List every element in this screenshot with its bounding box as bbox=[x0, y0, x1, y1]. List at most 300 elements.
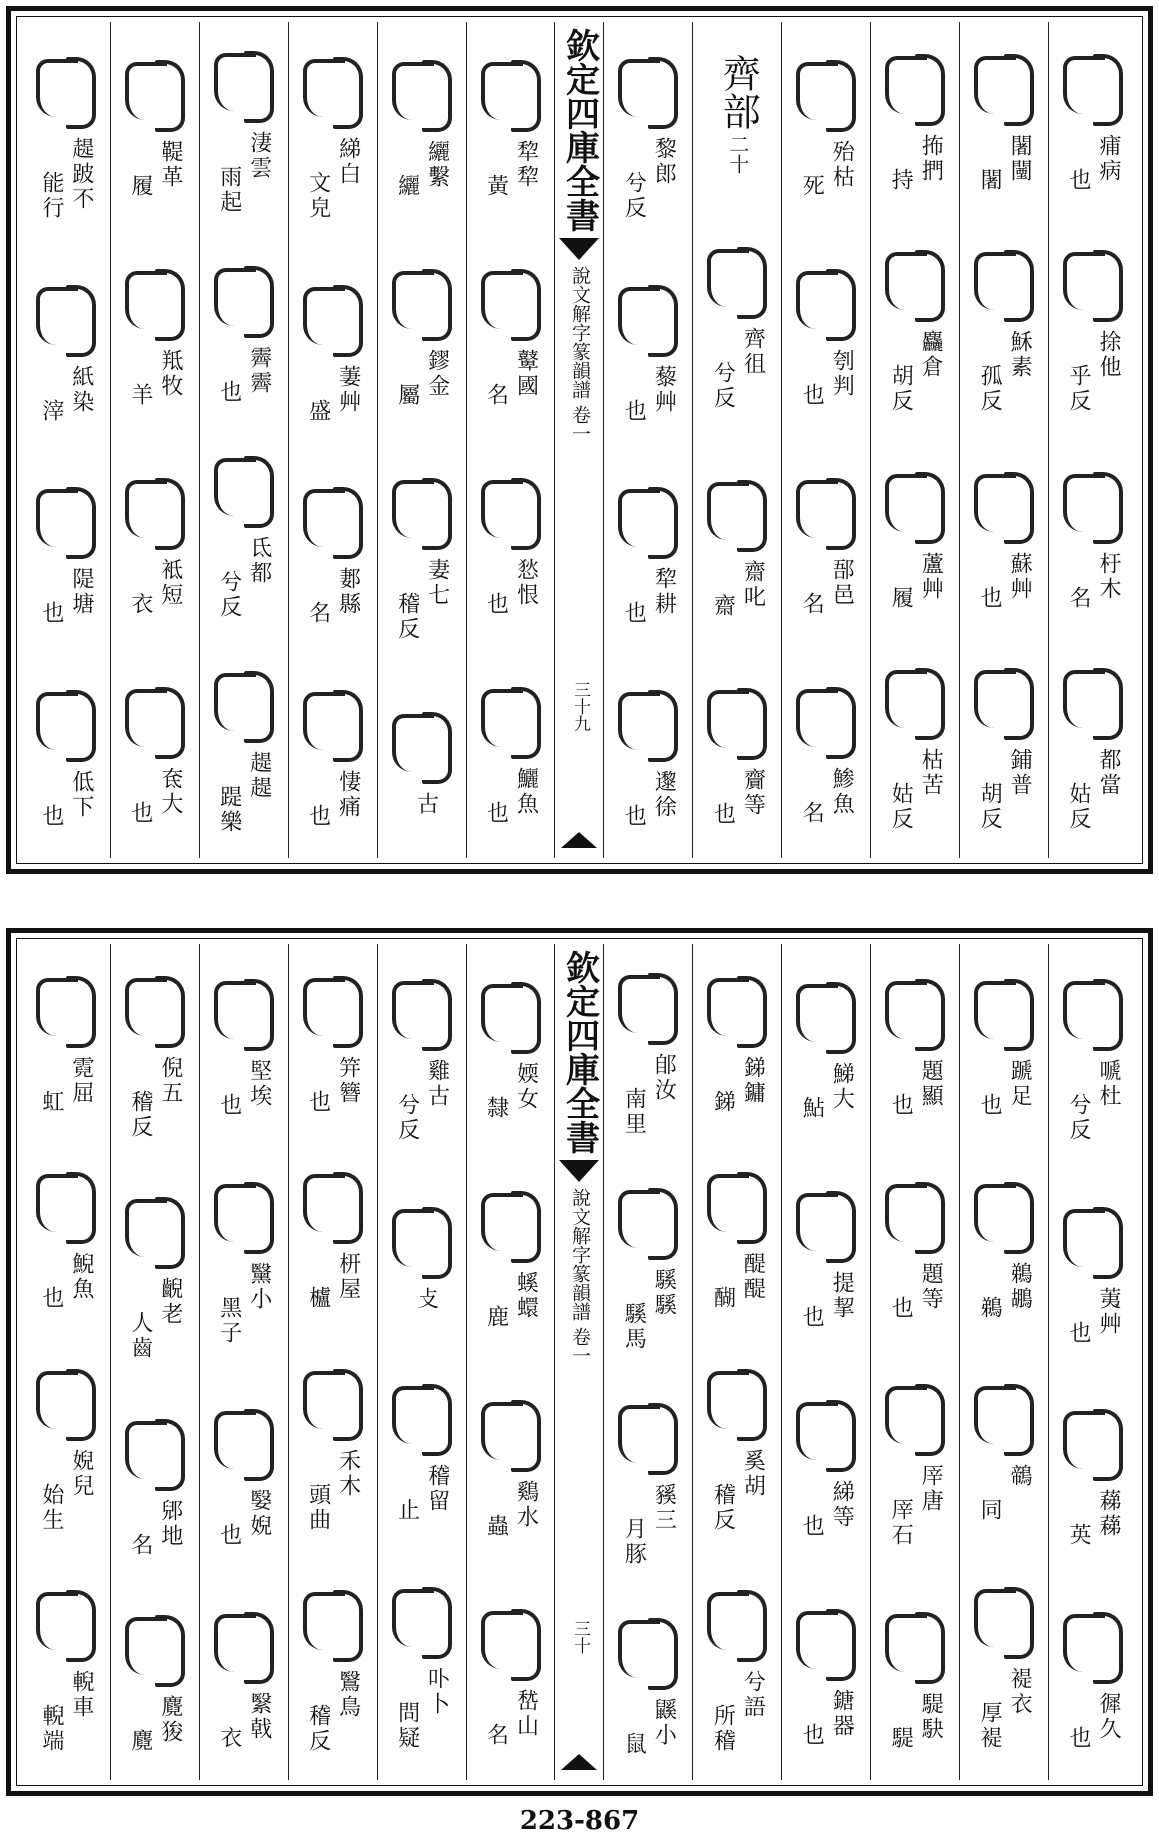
gloss-right: 豯三 bbox=[651, 1483, 677, 1534]
seal-script-glyph bbox=[964, 1378, 1044, 1458]
gloss-right: 齋叱 bbox=[740, 559, 766, 610]
seal-script-glyph bbox=[786, 472, 866, 552]
gloss-right: 妻七 bbox=[424, 558, 450, 608]
gloss-left: 死 bbox=[799, 174, 825, 199]
section-heading: 齊部 bbox=[716, 53, 761, 130]
character-entry bbox=[26, 1363, 106, 1533]
gloss-annotation bbox=[888, 1261, 944, 1321]
gloss-annotation bbox=[1066, 1286, 1122, 1346]
seal-script-glyph bbox=[382, 973, 462, 1053]
seal-script-glyph bbox=[382, 1378, 462, 1458]
gloss-right: 郚邑 bbox=[829, 558, 855, 608]
seal-script-glyph bbox=[1053, 662, 1133, 742]
seal-script-glyph bbox=[382, 1581, 462, 1661]
seal-script-glyph bbox=[1053, 1606, 1133, 1686]
character-entry bbox=[471, 976, 551, 1121]
text-column bbox=[110, 944, 199, 1780]
gloss-annotation bbox=[888, 1464, 944, 1549]
seal-script-glyph bbox=[382, 263, 462, 343]
gloss-right: 繄戟 bbox=[246, 1692, 272, 1743]
fish-tail-mark-lower bbox=[561, 832, 597, 848]
gloss-annotation bbox=[888, 133, 944, 193]
gloss-left: 輗端 bbox=[38, 1704, 64, 1755]
seal-script-glyph bbox=[875, 973, 955, 1053]
character-entry bbox=[115, 1413, 195, 1558]
section-heading-block bbox=[716, 53, 761, 178]
gloss-annotation bbox=[1066, 1692, 1122, 1752]
seal-script-glyph bbox=[204, 665, 284, 745]
gloss-annotation bbox=[1066, 1058, 1122, 1143]
gloss-annotation bbox=[307, 1670, 359, 1754]
gloss-left: 名 bbox=[305, 601, 331, 627]
gloss-annotation bbox=[1066, 551, 1122, 611]
gloss-left: 兮反 bbox=[394, 1092, 420, 1143]
gloss-left: 名 bbox=[483, 383, 509, 408]
gloss-left: 也 bbox=[127, 801, 153, 826]
character-entry bbox=[293, 279, 373, 424]
gloss-annotation bbox=[218, 751, 270, 835]
character-entry bbox=[115, 681, 195, 826]
seal-script-glyph bbox=[115, 681, 195, 761]
gloss-annotation bbox=[621, 136, 677, 221]
gloss-annotation bbox=[621, 1267, 677, 1352]
seal-script-glyph bbox=[26, 51, 106, 131]
gloss-annotation bbox=[977, 1058, 1033, 1118]
character-entry bbox=[608, 1397, 688, 1567]
seal-script-glyph bbox=[875, 1176, 955, 1256]
seal-script-glyph bbox=[964, 1176, 1044, 1256]
character-entry bbox=[382, 1201, 462, 1321]
gloss-annotation bbox=[307, 770, 359, 829]
gloss-right: 騱騱 bbox=[651, 1267, 677, 1318]
seal-script-glyph bbox=[115, 1609, 195, 1689]
text-column bbox=[959, 944, 1048, 1780]
character-entry bbox=[786, 263, 866, 408]
gloss-right: 麤倉 bbox=[918, 330, 944, 381]
gloss-right: 郳地 bbox=[157, 1498, 183, 1549]
gloss-annotation bbox=[129, 349, 181, 408]
seal-script-glyph bbox=[471, 263, 551, 343]
gloss-right: 蘆艸 bbox=[918, 551, 944, 602]
character-entry bbox=[1053, 1201, 1133, 1346]
gloss-left: 鮎 bbox=[799, 1096, 825, 1121]
gloss-right: 蘇艸 bbox=[1007, 551, 1033, 602]
gloss-left: 厗石 bbox=[888, 1498, 914, 1549]
seal-script-glyph bbox=[697, 241, 777, 321]
gloss-right: 禾木 bbox=[335, 1448, 361, 1499]
gloss-annotation bbox=[307, 365, 359, 424]
character-entry bbox=[115, 1609, 195, 1754]
seal-script-glyph bbox=[293, 1363, 373, 1443]
gloss-left: 頭曲 bbox=[305, 1482, 331, 1533]
character-entry bbox=[875, 1378, 955, 1548]
character-entry bbox=[697, 970, 777, 1115]
seal-script-glyph bbox=[471, 976, 551, 1056]
character-entry bbox=[115, 263, 195, 408]
gloss-left: 持 bbox=[888, 167, 914, 193]
text-column bbox=[377, 944, 466, 1780]
gloss-right: 趧跛不 bbox=[68, 136, 94, 212]
seal-script-glyph bbox=[1053, 1403, 1133, 1483]
gloss-annotation bbox=[621, 567, 677, 627]
gloss-right: 媆女 bbox=[513, 1062, 539, 1112]
seal-script-glyph bbox=[1053, 466, 1133, 546]
volume-label: 卷一 bbox=[568, 1327, 591, 1365]
seal-script-glyph bbox=[293, 279, 373, 359]
gloss-annotation bbox=[977, 330, 1033, 415]
gloss-annotation bbox=[129, 558, 181, 617]
seal-script-glyph bbox=[204, 1606, 284, 1686]
gloss-left: 麑 bbox=[127, 1729, 153, 1755]
character-entry bbox=[786, 54, 866, 199]
character-entry bbox=[471, 472, 551, 617]
character-entry bbox=[382, 1581, 462, 1751]
gloss-left: 蟲 bbox=[483, 1514, 509, 1539]
character-entry bbox=[964, 48, 1044, 193]
gloss-left: 也 bbox=[483, 801, 509, 826]
gloss-right: 奃大 bbox=[157, 767, 183, 817]
character-entry bbox=[964, 1378, 1044, 1523]
gloss-annotation bbox=[621, 1483, 677, 1568]
character-entry bbox=[964, 1176, 1044, 1321]
volume-label: 卷一 bbox=[568, 405, 591, 443]
gloss-annotation bbox=[888, 1058, 944, 1118]
gloss-annotation bbox=[485, 1062, 537, 1121]
gloss-left: 胡反 bbox=[888, 364, 914, 415]
gloss-right: 嫛婗 bbox=[246, 1489, 272, 1540]
seal-script-glyph bbox=[875, 662, 955, 742]
text-column bbox=[199, 22, 288, 858]
gloss-right: 嗁杜 bbox=[1096, 1058, 1122, 1109]
gloss-annotation bbox=[799, 1689, 855, 1748]
footer-page-number: 223-867 bbox=[519, 1806, 640, 1836]
gloss-right: 杅木 bbox=[1096, 551, 1122, 602]
seal-script-glyph bbox=[471, 1394, 551, 1474]
gloss-right: 纚繫 bbox=[424, 140, 450, 190]
gloss-left: 也 bbox=[483, 592, 509, 617]
gloss-annotation bbox=[710, 1252, 766, 1312]
gloss-annotation bbox=[799, 1271, 855, 1330]
gloss-right: 騠駃 bbox=[918, 1692, 944, 1743]
gloss-right: 鎕器 bbox=[829, 1689, 855, 1739]
gloss-right: 卟卜 bbox=[424, 1667, 450, 1718]
book-subtitle: 說文解字篆韻譜 bbox=[568, 1188, 591, 1321]
gloss-right: 鼙國 bbox=[513, 349, 539, 399]
character-entry bbox=[875, 244, 955, 414]
seal-script-glyph bbox=[471, 54, 551, 134]
character-entry bbox=[115, 970, 195, 1140]
fish-tail-mark bbox=[559, 1160, 599, 1182]
gloss-annotation bbox=[977, 748, 1033, 833]
gloss-left: 名 bbox=[1066, 585, 1092, 611]
seal-script-glyph bbox=[115, 472, 195, 552]
gloss-annotation bbox=[1066, 748, 1122, 833]
character-entry bbox=[115, 472, 195, 617]
gloss-right: 低下 bbox=[68, 770, 94, 821]
character-entry bbox=[204, 1403, 284, 1548]
seal-script-glyph bbox=[26, 1166, 106, 1246]
gloss-left: 黑子 bbox=[216, 1295, 242, 1346]
gloss-right: 鏐金 bbox=[424, 349, 450, 399]
seal-script-glyph bbox=[608, 1182, 688, 1262]
gloss-left: 也 bbox=[216, 1092, 242, 1118]
gloss-left: 也 bbox=[305, 804, 331, 830]
gloss-left: 也 bbox=[38, 1286, 64, 1312]
gloss-right: 笄簪 bbox=[335, 1055, 361, 1106]
gloss-annotation bbox=[40, 1449, 92, 1533]
gloss-right: 鼷小 bbox=[651, 1698, 677, 1749]
gloss-annotation bbox=[396, 558, 448, 642]
gloss-annotation bbox=[621, 770, 677, 830]
seal-script-glyph bbox=[786, 263, 866, 343]
seal-script-glyph bbox=[26, 279, 106, 359]
gloss-annotation bbox=[40, 1056, 92, 1115]
character-entry bbox=[204, 1176, 284, 1346]
character-entry bbox=[697, 474, 777, 619]
gloss-left: 兮反 bbox=[710, 360, 736, 411]
character-entry bbox=[786, 472, 866, 617]
gloss-left: 名 bbox=[483, 1723, 509, 1748]
gloss-left: 屬 bbox=[394, 383, 420, 408]
gloss-right: 黎郎 bbox=[651, 136, 677, 187]
seal-script-glyph bbox=[608, 684, 688, 764]
character-entry bbox=[471, 681, 551, 826]
center-strip bbox=[554, 22, 603, 858]
text-column bbox=[781, 944, 870, 1780]
character-entry bbox=[608, 279, 688, 424]
gloss-annotation bbox=[621, 364, 677, 424]
character-entry bbox=[875, 48, 955, 193]
gloss-left: 櫨 bbox=[305, 1286, 331, 1312]
gloss-left: 也 bbox=[799, 383, 825, 408]
character-entry bbox=[875, 1606, 955, 1751]
gloss-annotation bbox=[621, 1698, 677, 1758]
gloss-left: 稽反 bbox=[127, 1089, 153, 1140]
gloss-annotation bbox=[307, 1056, 359, 1115]
character-entry bbox=[204, 45, 284, 215]
seal-script-glyph bbox=[204, 260, 284, 340]
character-entry bbox=[115, 54, 195, 199]
gloss-annotation bbox=[1066, 1489, 1122, 1549]
gloss-right: 堅埃 bbox=[246, 1058, 272, 1109]
text-column bbox=[603, 22, 692, 858]
gloss-left: 也 bbox=[621, 398, 647, 424]
gloss-right: 稽留 bbox=[424, 1464, 450, 1515]
seal-script-glyph bbox=[471, 472, 551, 552]
character-entry bbox=[26, 684, 106, 829]
seal-script-glyph bbox=[697, 970, 777, 1050]
gloss-annotation bbox=[888, 551, 944, 611]
gloss-left: 稽反 bbox=[305, 1704, 331, 1755]
seal-script-glyph bbox=[204, 1403, 284, 1483]
seal-script-glyph bbox=[293, 1166, 373, 1246]
gloss-annotation bbox=[40, 1670, 92, 1754]
gloss-annotation bbox=[799, 349, 855, 408]
seal-script-glyph bbox=[608, 51, 688, 131]
gloss-left: 文皃 bbox=[305, 170, 331, 221]
gloss-left: 名 bbox=[127, 1532, 153, 1558]
gloss-right: 郪縣 bbox=[335, 567, 361, 618]
seal-script-glyph bbox=[382, 472, 462, 552]
page-bottom bbox=[6, 928, 1153, 1796]
gloss-annotation bbox=[396, 1667, 448, 1751]
gloss-annotation bbox=[407, 1287, 437, 1321]
seal-script-glyph bbox=[115, 1413, 195, 1493]
character-entry bbox=[786, 1185, 866, 1330]
character-entry bbox=[293, 970, 373, 1115]
gloss-annotation bbox=[307, 1252, 359, 1311]
gloss-left: 踶樂 bbox=[216, 785, 242, 836]
gloss-annotation bbox=[40, 365, 92, 424]
character-entry bbox=[26, 51, 106, 221]
seal-script-glyph bbox=[964, 466, 1044, 546]
gloss-annotation bbox=[129, 767, 181, 826]
gloss-right: 螇蠉 bbox=[513, 1271, 539, 1321]
seal-script-glyph bbox=[1053, 244, 1133, 324]
gloss-annotation bbox=[710, 326, 766, 411]
seal-script-glyph bbox=[964, 1581, 1044, 1661]
gloss-right: 鱺魚 bbox=[513, 767, 539, 817]
character-entry bbox=[382, 472, 462, 642]
seal-script-glyph bbox=[964, 244, 1044, 324]
gloss-left: 兮反 bbox=[1066, 1092, 1092, 1143]
gloss-annotation bbox=[977, 133, 1033, 193]
gloss-left: 也 bbox=[799, 1305, 825, 1330]
character-entry bbox=[608, 51, 688, 221]
gloss-left: 也 bbox=[977, 1092, 1003, 1118]
seal-script-glyph bbox=[964, 662, 1044, 742]
gloss-annotation bbox=[218, 346, 270, 405]
gloss-left: 也 bbox=[888, 1295, 914, 1321]
gloss-annotation bbox=[307, 1449, 359, 1533]
gloss-right: 銻鏞 bbox=[740, 1055, 766, 1106]
gloss-right: 鷖鳥 bbox=[335, 1670, 361, 1721]
gloss-right: 倪五 bbox=[157, 1055, 183, 1106]
gloss-annotation bbox=[710, 1055, 766, 1115]
gloss-annotation bbox=[799, 767, 855, 826]
text-column bbox=[110, 22, 199, 858]
character-entry bbox=[26, 481, 106, 626]
book-subtitle: 說文解字篆韻譜 bbox=[568, 266, 591, 399]
gloss-annotation bbox=[977, 1261, 1033, 1321]
gloss-right: 黳小 bbox=[246, 1261, 272, 1312]
seal-script-glyph bbox=[608, 1612, 688, 1692]
seal-script-glyph bbox=[293, 51, 373, 131]
seal-script-glyph bbox=[608, 481, 688, 561]
text-column bbox=[377, 22, 466, 858]
character-entry bbox=[1053, 973, 1133, 1143]
character-entry bbox=[204, 665, 284, 835]
gloss-annotation bbox=[710, 1448, 766, 1533]
gloss-left: 也 bbox=[216, 1523, 242, 1549]
leaf-number: 三十 bbox=[569, 1620, 590, 1654]
gloss-right: 枅屋 bbox=[335, 1252, 361, 1303]
character-entry bbox=[1053, 466, 1133, 611]
gloss-right: 蕛蕛 bbox=[1096, 1489, 1122, 1540]
gloss-left: 鹿 bbox=[483, 1305, 509, 1330]
gloss-right: 褆衣 bbox=[1007, 1667, 1033, 1718]
text-column bbox=[603, 944, 692, 1780]
gloss-right: 抪捫 bbox=[918, 133, 944, 184]
character-entry bbox=[293, 1166, 373, 1311]
character-entry bbox=[382, 263, 462, 408]
gloss-left: 鼠 bbox=[621, 1732, 647, 1758]
gloss-left: 隸 bbox=[483, 1096, 509, 1121]
character-entry bbox=[471, 54, 551, 199]
character-entry bbox=[608, 481, 688, 626]
seal-script-glyph bbox=[875, 48, 955, 128]
character-entry bbox=[786, 681, 866, 826]
character-entry bbox=[293, 1363, 373, 1533]
gloss-annotation bbox=[799, 558, 855, 617]
gloss-right: 奚胡 bbox=[740, 1448, 766, 1499]
gloss-annotation bbox=[485, 1271, 537, 1330]
gloss-annotation bbox=[218, 536, 270, 620]
gloss-right: 藜艸 bbox=[651, 364, 677, 415]
gloss-right: 厗唐 bbox=[918, 1464, 944, 1515]
gloss-right: 齎等 bbox=[740, 767, 766, 818]
character-entry bbox=[293, 1584, 373, 1754]
gloss-left: 履 bbox=[127, 174, 153, 199]
fish-tail-mark-lower bbox=[561, 1754, 597, 1770]
gloss-right: 題顯 bbox=[918, 1058, 944, 1109]
gloss-right: 枯苦 bbox=[918, 748, 944, 799]
gloss-left: 英 bbox=[1066, 1523, 1092, 1549]
gloss-right: 攴 bbox=[413, 1286, 439, 1312]
seal-script-glyph bbox=[115, 970, 195, 1050]
gloss-annotation bbox=[218, 1489, 270, 1548]
gloss-annotation bbox=[485, 140, 537, 199]
gloss-annotation bbox=[396, 140, 448, 199]
gloss-right: 闍闉 bbox=[1007, 133, 1033, 184]
seal-script-glyph bbox=[204, 450, 284, 530]
gloss-left: 履 bbox=[888, 585, 914, 611]
gloss-left: 兮反 bbox=[621, 170, 647, 221]
gloss-right: 霓屈 bbox=[68, 1055, 94, 1106]
seal-script-glyph bbox=[115, 1191, 195, 1271]
gloss-annotation bbox=[40, 137, 92, 221]
gloss-left: 闍 bbox=[977, 167, 1003, 193]
gloss-annotation bbox=[40, 770, 92, 829]
gloss-annotation bbox=[1066, 330, 1122, 415]
gloss-annotation bbox=[485, 1480, 537, 1539]
text-column bbox=[1048, 22, 1137, 858]
gloss-right: 鯢魚 bbox=[68, 1252, 94, 1303]
gloss-right: 痡病 bbox=[1096, 133, 1122, 184]
gloss-right: 犂犂 bbox=[513, 140, 539, 190]
character-entry bbox=[964, 662, 1044, 832]
gloss-right: 萋艸 bbox=[335, 364, 361, 415]
seal-script-glyph bbox=[608, 967, 688, 1047]
gloss-left: 名 bbox=[799, 801, 825, 826]
character-entry bbox=[382, 706, 462, 826]
gloss-right: 輗車 bbox=[68, 1670, 94, 1721]
text-column bbox=[22, 944, 110, 1780]
character-entry bbox=[964, 973, 1044, 1118]
gloss-left: 姑反 bbox=[1066, 782, 1092, 833]
gloss-left: 人齒 bbox=[127, 1311, 153, 1362]
gloss-left: 名 bbox=[799, 592, 825, 617]
gloss-right: 邌徐 bbox=[651, 770, 677, 821]
character-entry bbox=[1053, 244, 1133, 414]
gloss-left: 虹 bbox=[38, 1089, 64, 1115]
character-entry bbox=[26, 1166, 106, 1311]
gloss-left: 所稽 bbox=[710, 1704, 736, 1755]
character-entry bbox=[204, 450, 284, 620]
columns-top bbox=[22, 22, 1137, 858]
character-entry bbox=[471, 1603, 551, 1748]
text-column bbox=[22, 22, 110, 858]
